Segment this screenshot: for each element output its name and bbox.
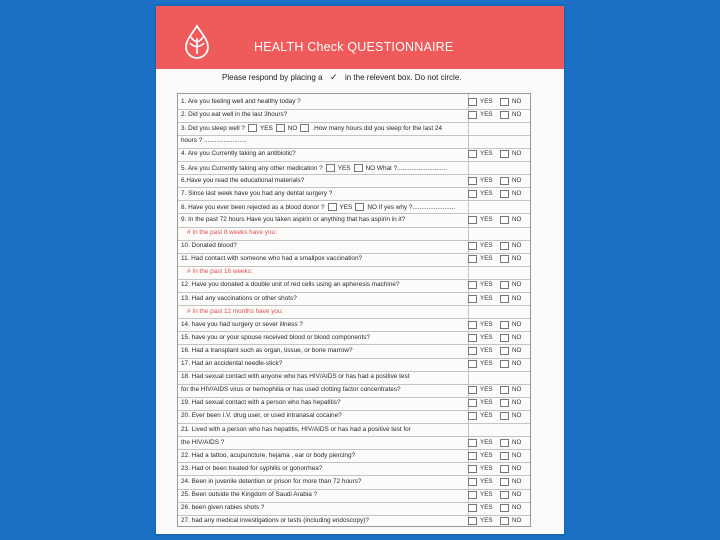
no-checkbox[interactable] xyxy=(500,255,509,263)
question-text: 24. Been in juvenile detention or prison for more than 72 hours? xyxy=(181,477,362,485)
yes-checkbox[interactable] xyxy=(468,347,477,355)
no-label: NO xyxy=(512,451,522,459)
no-checkbox[interactable] xyxy=(500,98,509,106)
yes-checkbox[interactable] xyxy=(468,478,477,486)
row-divider xyxy=(178,489,530,490)
no-checkbox[interactable] xyxy=(500,295,509,303)
yes-label: YES xyxy=(480,111,493,119)
row-divider xyxy=(178,318,530,319)
no-checkbox[interactable] xyxy=(500,334,509,342)
yes-checkbox[interactable] xyxy=(468,386,477,394)
yes-label: YES xyxy=(480,477,493,485)
yes-checkbox[interactable] xyxy=(468,491,477,499)
question-text: hours ? ........................ xyxy=(181,137,247,145)
yes-label: YES xyxy=(480,360,493,367)
question-text: 17. Had an accidental needle-stick? xyxy=(181,360,283,367)
no-label: NO xyxy=(512,412,522,420)
question-text: 14. have you had surgery or sever illness ? xyxy=(181,320,303,328)
question-text: # In the past 16 weeks: xyxy=(187,268,253,276)
column-divider xyxy=(468,94,469,526)
no-checkbox[interactable] xyxy=(500,478,509,486)
yes-checkbox[interactable] xyxy=(468,321,477,329)
row-divider xyxy=(178,475,530,476)
yes-checkbox[interactable] xyxy=(468,399,477,407)
yes-label: YES xyxy=(480,386,493,394)
row-divider xyxy=(178,148,530,149)
no-checkbox[interactable] xyxy=(500,177,509,185)
no-checkbox[interactable] xyxy=(500,504,509,512)
yes-label: YES xyxy=(480,294,493,302)
form-header xyxy=(156,6,564,69)
question-text: 2. Did you eat well in the last 3hours? xyxy=(181,111,288,119)
no-label: NO xyxy=(512,386,522,394)
yes-checkbox[interactable] xyxy=(468,281,477,289)
yes-label: YES xyxy=(480,412,493,420)
yes-checkbox[interactable] xyxy=(468,98,477,106)
question-text: 6.Have you read the educational materials? xyxy=(181,176,305,184)
inline-option-label: .How many hours did you sleep for the last 24 xyxy=(312,125,443,133)
yes-label: YES xyxy=(480,451,493,459)
form-title: HEALTH Check QUESTIONNAIRE xyxy=(254,40,454,54)
yes-checkbox[interactable] xyxy=(468,452,477,460)
no-checkbox[interactable] xyxy=(500,439,509,447)
question-text: 27. had any medical investigations or tests (including endoscopy)? xyxy=(181,517,369,525)
no-checkbox[interactable] xyxy=(500,517,509,525)
no-checkbox[interactable] xyxy=(500,491,509,499)
question-text: 4. Are you Currently taking an antibiotic? xyxy=(181,150,296,158)
row-divider xyxy=(178,253,530,254)
inline-option-label: YES xyxy=(259,125,273,133)
yes-checkbox[interactable] xyxy=(468,412,477,420)
question-text: 22. Had a tattoo, acupuncture, hejama , ear or body piercing? xyxy=(181,451,356,459)
no-label: NO xyxy=(512,189,522,197)
no-checkbox[interactable] xyxy=(500,216,509,224)
no-checkbox[interactable] xyxy=(500,347,509,355)
row-divider xyxy=(178,384,530,385)
row-divider xyxy=(178,174,530,175)
no-label: NO xyxy=(512,438,522,446)
yes-checkbox[interactable] xyxy=(468,334,477,342)
yes-label: YES xyxy=(480,242,493,250)
inline-option-label: NO What ?............................ xyxy=(365,164,447,172)
no-label: NO xyxy=(512,360,522,367)
row-divider xyxy=(178,109,530,110)
yes-label: YES xyxy=(480,438,493,446)
question-text: 19. Had sexual contact with a person who has hepatitis? xyxy=(181,399,341,407)
inline-checkbox[interactable] xyxy=(326,164,335,172)
no-label: NO xyxy=(512,504,522,512)
yes-label: YES xyxy=(480,189,493,197)
question-text: 7. Since last week have you had any dental surgery ? xyxy=(181,189,333,197)
question-text: 12. Have you donated a double unit of red cells using an apheresis machine? xyxy=(181,281,400,289)
inline-checkbox[interactable] xyxy=(248,124,257,132)
row-divider xyxy=(178,200,530,201)
inline-option-label: YES xyxy=(339,203,353,211)
row-divider xyxy=(178,292,530,293)
yes-label: YES xyxy=(480,320,493,328)
row-divider xyxy=(178,227,530,228)
yes-checkbox[interactable] xyxy=(468,360,477,368)
question-text: 3. Did you sleep well ? YES NO .How many hours did you sleep for the last 24 xyxy=(181,125,443,133)
no-label: NO xyxy=(512,320,522,328)
yes-label: YES xyxy=(480,215,493,223)
no-checkbox[interactable] xyxy=(500,452,509,460)
question-text: # In the past 12 months have you: xyxy=(187,307,284,315)
row-divider xyxy=(178,122,530,123)
yes-label: YES xyxy=(480,464,493,472)
yes-label: YES xyxy=(480,176,493,184)
row-divider xyxy=(178,135,530,136)
yes-label: YES xyxy=(480,346,493,354)
yes-checkbox[interactable] xyxy=(468,504,477,512)
instruction-after: in the relevent box. Do not circle. xyxy=(344,73,462,82)
no-checkbox[interactable] xyxy=(500,281,509,289)
yes-checkbox[interactable] xyxy=(468,255,477,263)
inline-option-label: YES xyxy=(337,164,351,172)
yes-checkbox[interactable] xyxy=(468,517,477,525)
question-text: # In the past 8 weeks have you: xyxy=(187,229,277,236)
no-label: NO xyxy=(512,333,522,341)
instruction-line xyxy=(222,72,462,83)
row-divider xyxy=(178,187,530,188)
yes-label: YES xyxy=(480,150,493,158)
no-label: NO xyxy=(512,215,522,223)
no-checkbox[interactable] xyxy=(500,399,509,407)
question-text: 25. Been outside the Kingdom of Saudi Arabia ? xyxy=(181,491,318,498)
question-text: 16. Had a transplant such as organ, tissue, or bone marrow? xyxy=(181,346,353,354)
no-checkbox[interactable] xyxy=(500,321,509,329)
question-text: 20. Ever been I.V. drug user, or used intranasal cocaine? xyxy=(181,412,342,420)
question-text: 9. In the past 72 hours Have you taken aspirin or anything that has aspirin in it? xyxy=(181,215,406,223)
no-label: NO xyxy=(512,399,522,407)
no-label: NO xyxy=(512,294,522,302)
yes-checkbox[interactable] xyxy=(468,295,477,303)
yes-checkbox[interactable] xyxy=(468,190,477,198)
row-divider xyxy=(178,344,530,345)
question-text: 11. Had contact with someone who had a smallpox vaccination? xyxy=(181,255,363,263)
no-checkbox[interactable] xyxy=(500,150,509,158)
no-checkbox[interactable] xyxy=(500,386,509,394)
question-text: for the HIV/AIDS virus or hemophilia or has used clotting factor concentrates? xyxy=(181,386,401,394)
row-divider xyxy=(178,502,530,503)
inline-checkbox[interactable] xyxy=(300,124,309,132)
no-checkbox[interactable] xyxy=(500,465,509,473)
yes-checkbox[interactable] xyxy=(468,177,477,185)
row-divider xyxy=(178,305,530,306)
inline-checkbox[interactable] xyxy=(276,124,285,132)
row-divider xyxy=(178,358,530,359)
yes-label: YES xyxy=(480,333,493,341)
row-divider xyxy=(178,161,530,162)
question-text: 21. Lived with a person who has hepatitis, HIV/AIDS or has had a positive test for xyxy=(181,425,411,433)
inline-option-label: NO xyxy=(287,125,298,133)
yes-checkbox[interactable] xyxy=(468,439,477,447)
question-text: the HIV/AIDS ? xyxy=(181,438,225,446)
no-label: NO xyxy=(512,517,522,525)
question-text: 5. Are you Currently taking any other medication ? YES NO What ?............................ xyxy=(181,164,447,172)
no-checkbox[interactable] xyxy=(500,360,509,368)
yes-label: YES xyxy=(480,255,493,263)
yes-label: YES xyxy=(480,281,493,289)
question-text: 10. Donated blood? xyxy=(181,242,237,250)
yes-checkbox[interactable] xyxy=(468,150,477,158)
no-label: NO xyxy=(512,242,522,250)
yes-checkbox[interactable] xyxy=(468,111,477,119)
inline-option-label: NO If yes why ?........................ xyxy=(367,203,456,211)
yes-label: YES xyxy=(480,98,493,105)
no-label: NO xyxy=(512,111,522,119)
instruction-before: Please respond by placing a xyxy=(222,73,323,82)
row-divider xyxy=(178,410,530,411)
questions-table xyxy=(177,93,531,527)
row-divider xyxy=(178,423,530,424)
inline-checkbox[interactable] xyxy=(355,203,364,211)
no-label: NO xyxy=(512,346,522,354)
no-checkbox[interactable] xyxy=(500,111,509,119)
row-divider xyxy=(178,240,530,241)
yes-label: YES xyxy=(480,504,493,512)
no-checkbox[interactable] xyxy=(500,190,509,198)
question-text: 18. Had sexual contact with anyone who has HIV/AIDS or has had a positive test xyxy=(181,373,410,381)
row-divider xyxy=(178,266,530,267)
no-label: NO xyxy=(512,255,522,263)
yes-label: YES xyxy=(480,491,493,498)
question-text: 23. Had or been treated for syphilis or gonorrhea? xyxy=(181,464,323,472)
inline-checkbox[interactable] xyxy=(328,203,337,211)
questionnaire-page xyxy=(156,6,564,534)
row-divider xyxy=(178,462,530,463)
yes-label: YES xyxy=(480,399,493,407)
row-divider xyxy=(178,397,530,398)
no-label: NO xyxy=(512,150,522,158)
checkmark-icon: ✓ xyxy=(329,72,338,82)
blood-drop-leaf-icon xyxy=(182,24,212,60)
inline-checkbox[interactable] xyxy=(354,164,363,172)
no-checkbox[interactable] xyxy=(500,242,509,250)
row-divider xyxy=(178,331,530,332)
question-text: 13. Had any vaccinations or other shots? xyxy=(181,294,297,302)
no-label: NO xyxy=(512,281,522,289)
row-divider xyxy=(178,371,530,372)
no-label: NO xyxy=(512,176,522,184)
no-label: NO xyxy=(512,464,522,472)
no-label: NO xyxy=(512,491,522,498)
question-text: 15. have you or your spouse received blood or blood components? xyxy=(181,333,371,341)
no-label: NO xyxy=(512,477,522,485)
row-divider xyxy=(178,213,530,214)
yes-label: YES xyxy=(480,517,493,525)
no-label: NO xyxy=(512,98,522,105)
question-text: 26. been given rabies shots ? xyxy=(181,504,265,512)
no-checkbox[interactable] xyxy=(500,412,509,420)
yes-checkbox[interactable] xyxy=(468,465,477,473)
question-text: 1. Are you feeling well and healthy today ? xyxy=(181,98,301,105)
question-text: 8. Have you ever been rejected as a blood donor ? YES NO If yes why ?........................ xyxy=(181,203,456,211)
row-divider xyxy=(178,436,530,437)
yes-checkbox[interactable] xyxy=(468,242,477,250)
yes-checkbox[interactable] xyxy=(468,216,477,224)
row-divider xyxy=(178,279,530,280)
row-divider xyxy=(178,449,530,450)
row-divider xyxy=(178,515,530,516)
